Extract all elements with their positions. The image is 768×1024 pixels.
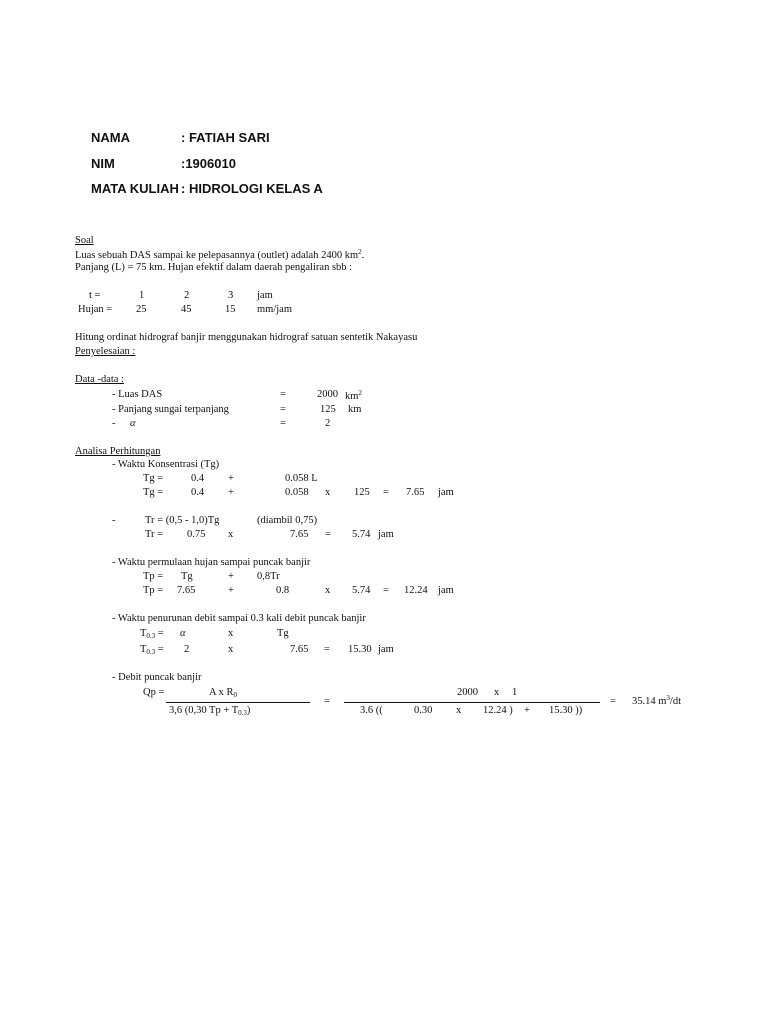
hujan-label: Hujan = — [78, 304, 113, 315]
t03-row1-lhs: $T_{0.3}$ = — [140, 628, 164, 640]
tp-row2-x: x — [325, 585, 331, 596]
mata-kuliah-value: : HIDROLOGI KELAS A — [181, 181, 323, 196]
soal-title: Soal — [75, 235, 94, 246]
data-title: Data -data : — [75, 374, 124, 385]
t03-heading: - Waktu penurunan debit sampai 0.3 kali debit puncak banjir — [112, 613, 366, 624]
qp-den2-c: 12.24 ) — [483, 705, 513, 716]
fraction-bar-2 — [344, 702, 600, 703]
alpha-eq: = — [280, 418, 286, 429]
t03-row1-x: x — [228, 628, 234, 639]
t-value: 2 — [184, 290, 190, 301]
nama-value: : FATIAH SARI — [181, 130, 270, 145]
t-label: t = — [89, 290, 101, 301]
luas-eq: = — [280, 389, 286, 400]
t03-row2-res: 15.30 — [348, 644, 372, 655]
tg-row2-unit: jam — [438, 487, 454, 498]
tg-row2-a: 0.4 — [191, 487, 205, 498]
tp-row1-op: + — [228, 571, 234, 582]
tg-row2-lhs: Tg = — [143, 487, 164, 498]
tr-row2-x: x — [228, 529, 234, 540]
tg-row2-c: 125 — [354, 487, 370, 498]
hujan-value: 25 — [136, 304, 147, 315]
qp-eq1: = — [324, 696, 330, 707]
tr-row2-unit: jam — [378, 529, 394, 540]
soal-line-1: Luas sebuah DAS sampai ke pelepasannya (outlet) adalah 2400 $km^2$. — [75, 248, 365, 261]
t03-row2-a: 2 — [184, 644, 190, 655]
panjang-label: - Panjang sungai terpanjang — [112, 404, 229, 415]
hujan-value: 45 — [181, 304, 192, 315]
fraction-bar-1 — [166, 702, 310, 703]
tg-row1-a: 0.4 — [191, 473, 205, 484]
tp-row2-unit: jam — [438, 585, 454, 596]
t03-row2-lhs: $T_{0.3}$ = — [140, 644, 164, 656]
tr-row2-eq: = — [325, 529, 331, 540]
tp-row2-res: 12.24 — [404, 585, 428, 596]
tg-row2-eq: = — [383, 487, 389, 498]
nim-label: NIM — [91, 156, 115, 171]
tp-row1-b: 0,8Tr — [257, 571, 280, 582]
nama-label: NAMA — [91, 130, 130, 145]
task-text: Hitung ordinat hidrograf banjir menggunakan hidrograf satuan sentetik Nakayasu — [75, 332, 418, 343]
qp-num2-a: 2000 — [457, 687, 478, 698]
hujan-unit: mm/jam — [257, 304, 292, 315]
tg-row2-op: + — [228, 487, 234, 498]
tg-row1-b: 0.058 L — [285, 473, 318, 484]
qp-den2-d: 15.30 )) — [549, 705, 583, 716]
tr-row2-b: 7.65 — [290, 529, 309, 540]
t03-row2-unit: jam — [378, 644, 394, 655]
qp-den1: 3,6 (0,30 $Tp + T_{0.3}$) — [169, 705, 251, 717]
qp-result: 35.14 $m^3/dt$ — [632, 694, 682, 707]
luas-label: - Luas DAS — [112, 389, 163, 400]
tr-row1-note: (diambil 0,75) — [257, 515, 318, 526]
tp-row2-eq: = — [383, 585, 389, 596]
t03-row1-b: Tg — [277, 628, 289, 639]
qp-den2-b: 0.30 — [414, 705, 433, 716]
panjang-unit: km — [348, 404, 362, 415]
tp-heading: - Waktu permulaan hujan sampai puncak banjir — [112, 557, 311, 568]
tp-row2-b: 0.8 — [276, 585, 290, 596]
qp-den2-x: x — [456, 705, 462, 716]
t03-row1-alpha: α — [180, 628, 186, 639]
t03-row2-eq: = — [324, 644, 330, 655]
tg-row2-x: x — [325, 487, 331, 498]
panjang-eq: = — [280, 404, 286, 415]
nim-value: :1906010 — [181, 156, 236, 171]
t03-row2-x: x — [228, 644, 234, 655]
t03-row2-b: 7.65 — [290, 644, 309, 655]
t-value: 3 — [228, 290, 234, 301]
luas-unit: $km^2$ — [345, 389, 362, 402]
tg-row1-op: + — [228, 473, 234, 484]
alpha-symbol: α — [130, 418, 136, 429]
qp-num2-x: x — [494, 687, 500, 698]
alpha-value: 2 — [325, 418, 331, 429]
panjang-value: 125 — [320, 404, 336, 415]
mata-kuliah-label: MATA KULIAH — [91, 181, 179, 196]
tp-row2-a: 7.65 — [177, 585, 196, 596]
qp-num2-b: 1 — [512, 687, 518, 698]
tp-row1-a: Tg — [181, 571, 193, 582]
tp-row2-c: 5.74 — [352, 585, 371, 596]
tr-row2-lhs: Tr = — [145, 529, 164, 540]
tg-row2-b: 0.058 — [285, 487, 309, 498]
qp-eq2: = — [610, 696, 616, 707]
tp-row2-lhs: Tp = — [143, 585, 164, 596]
tp-row2-op: + — [228, 585, 234, 596]
qp-num1: A x $R_0$ — [209, 687, 238, 699]
analisa-title: Analisa Perhitungan — [75, 446, 161, 457]
hujan-value: 15 — [225, 304, 236, 315]
tg-row1-lhs: Tg = — [143, 473, 164, 484]
tr-row2-a: 0.75 — [187, 529, 206, 540]
qp-heading: - Debit puncak banjir — [112, 672, 202, 683]
t-value: 1 — [139, 290, 145, 301]
tr-dash: - — [112, 515, 116, 526]
qp-den2-a: 3.6 (( — [360, 705, 383, 716]
qp-lhs: Qp = — [143, 687, 165, 698]
qp-den2-plus: + — [524, 705, 530, 716]
tr-row1-lhs: Tr = (0,5 - 1,0)Tg — [145, 515, 220, 526]
luas-value: 2000 — [317, 389, 338, 400]
tp-row1-lhs: Tp = — [143, 571, 164, 582]
t-unit: jam — [257, 290, 273, 301]
penyelesaian-title: Penyelesaian : — [75, 346, 136, 357]
tg-row2-res: 7.65 — [406, 487, 425, 498]
tr-row2-res: 5.74 — [352, 529, 371, 540]
alpha-dash: - — [112, 418, 116, 429]
soal-line-2: Panjang (L) = 75 km. Hujan efektif dalam daerah pengaliran sbb : — [75, 262, 353, 273]
tg-heading: - Waktu Konsentrasi (Tg) — [112, 459, 220, 470]
